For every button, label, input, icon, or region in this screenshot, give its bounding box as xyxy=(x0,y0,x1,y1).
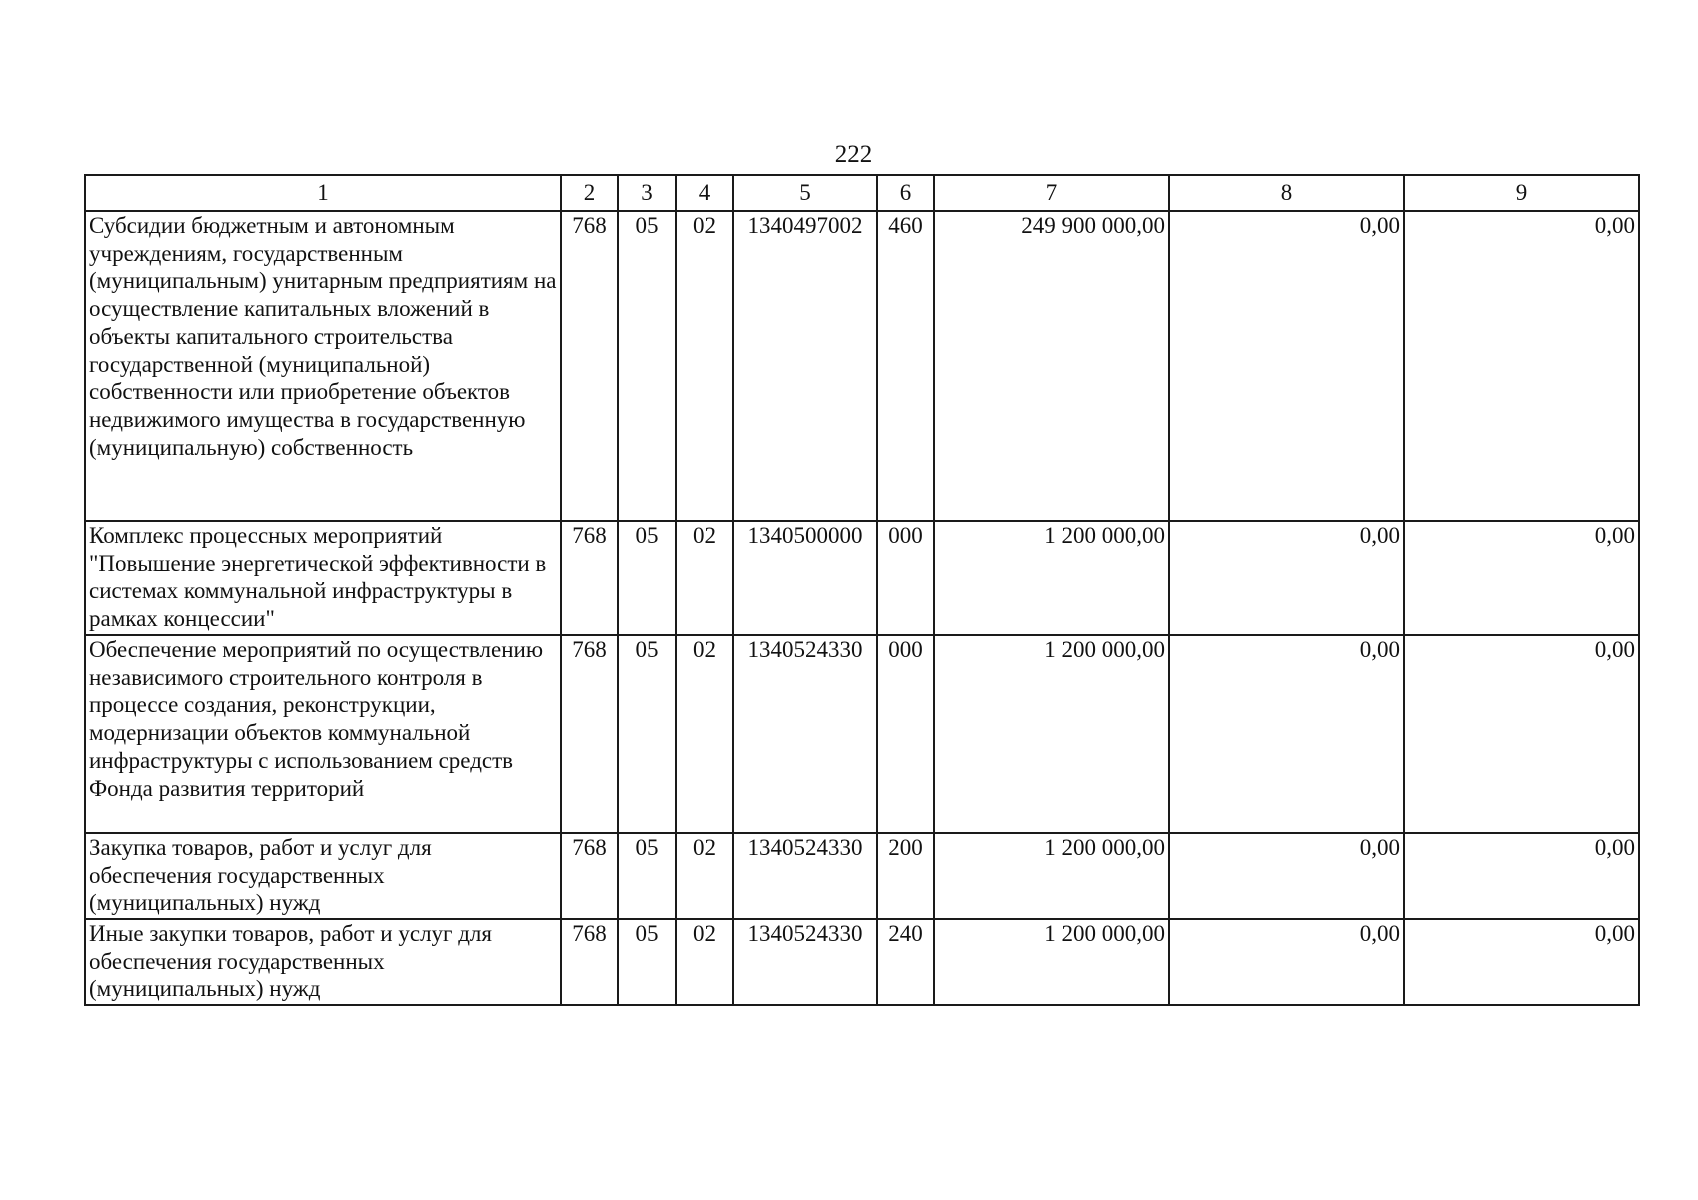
cell-col3: 05 xyxy=(618,211,676,521)
table-row xyxy=(85,833,1639,919)
cell-col9: 0,00 xyxy=(1404,635,1639,833)
cell-col5: 1340524330 xyxy=(733,635,877,833)
cell-col7: 1 200 000,00 xyxy=(934,833,1169,919)
cell-col3: 05 xyxy=(618,521,676,635)
cell-col5: 1340524330 xyxy=(733,919,877,1005)
cell-col5: 1340500000 xyxy=(733,521,877,635)
cell-col8: 0,00 xyxy=(1169,833,1404,919)
column-header: 3 xyxy=(618,175,676,211)
cell-col9: 0,00 xyxy=(1404,919,1639,1005)
cell-col9: 0,00 xyxy=(1404,521,1639,635)
cell-col8: 0,00 xyxy=(1169,521,1404,635)
cell-col8: 0,00 xyxy=(1169,635,1404,833)
cell-col8: 0,00 xyxy=(1169,919,1404,1005)
cell-col2: 768 xyxy=(561,211,618,521)
column-header: 9 xyxy=(1404,175,1639,211)
cell-col6: 000 xyxy=(877,635,934,833)
cell-col8: 0,00 xyxy=(1169,211,1404,521)
row-name: Комплекс процессных мероприятий "Повышение энергетической эффективности в системах коммунальной инфраструктуры в рамках концессии" xyxy=(85,521,561,635)
column-header: 7 xyxy=(934,175,1169,211)
cell-col2: 768 xyxy=(561,919,618,1005)
cell-col4: 02 xyxy=(676,635,733,833)
cell-col6: 200 xyxy=(877,833,934,919)
cell-col4: 02 xyxy=(676,521,733,635)
table-row xyxy=(85,919,1639,1005)
row-name: Субсидии бюджетным и автономным учреждениям, государственным (муниципальным) унитарным предприятиям на осуществление капитальных вложений в объекты капитального строительства государственной (муниципальной) собственности или приобретение объектов недвижимого имущества в государственную (муниципальную) собственность xyxy=(85,211,561,521)
row-name: Закупка товаров, работ и услуг для обеспечения государственных (муниципальных) нужд xyxy=(85,833,561,919)
cell-col7: 1 200 000,00 xyxy=(934,521,1169,635)
cell-col4: 02 xyxy=(676,211,733,521)
cell-col7: 1 200 000,00 xyxy=(934,919,1169,1005)
column-header: 6 xyxy=(877,175,934,211)
cell-col6: 240 xyxy=(877,919,934,1005)
column-header: 4 xyxy=(676,175,733,211)
row-name: Обеспечение мероприятий по осуществлению независимого строительного контроля в процессе создания, реконструкции, модернизации объектов коммунальной инфраструктуры с использованием средств Фонда развития территорий xyxy=(85,635,561,833)
column-header: 8 xyxy=(1169,175,1404,211)
table-row xyxy=(85,211,1639,521)
cell-col5: 1340524330 xyxy=(733,833,877,919)
cell-col7: 249 900 000,00 xyxy=(934,211,1169,521)
cell-col6: 000 xyxy=(877,521,934,635)
cell-col2: 768 xyxy=(561,833,618,919)
cell-col7: 1 200 000,00 xyxy=(934,635,1169,833)
column-header: 5 xyxy=(733,175,877,211)
cell-col2: 768 xyxy=(561,521,618,635)
cell-col3: 05 xyxy=(618,635,676,833)
row-name: Иные закупки товаров, работ и услуг для обеспечения государственных (муниципальных) нужд xyxy=(85,919,561,1005)
column-header: 1 xyxy=(85,175,561,211)
cell-col2: 768 xyxy=(561,635,618,833)
cell-col4: 02 xyxy=(676,833,733,919)
cell-col5: 1340497002 xyxy=(733,211,877,521)
page-number: 222 xyxy=(834,141,873,168)
cell-col4: 02 xyxy=(676,919,733,1005)
cell-col3: 05 xyxy=(618,919,676,1005)
budget-table xyxy=(84,174,1640,1006)
column-header: 2 xyxy=(561,175,618,211)
table-row xyxy=(85,521,1639,635)
header-row xyxy=(85,175,1639,211)
cell-col9: 0,00 xyxy=(1404,211,1639,521)
cell-col3: 05 xyxy=(618,833,676,919)
cell-col9: 0,00 xyxy=(1404,833,1639,919)
cell-col6: 460 xyxy=(877,211,934,521)
table-row xyxy=(85,635,1639,833)
